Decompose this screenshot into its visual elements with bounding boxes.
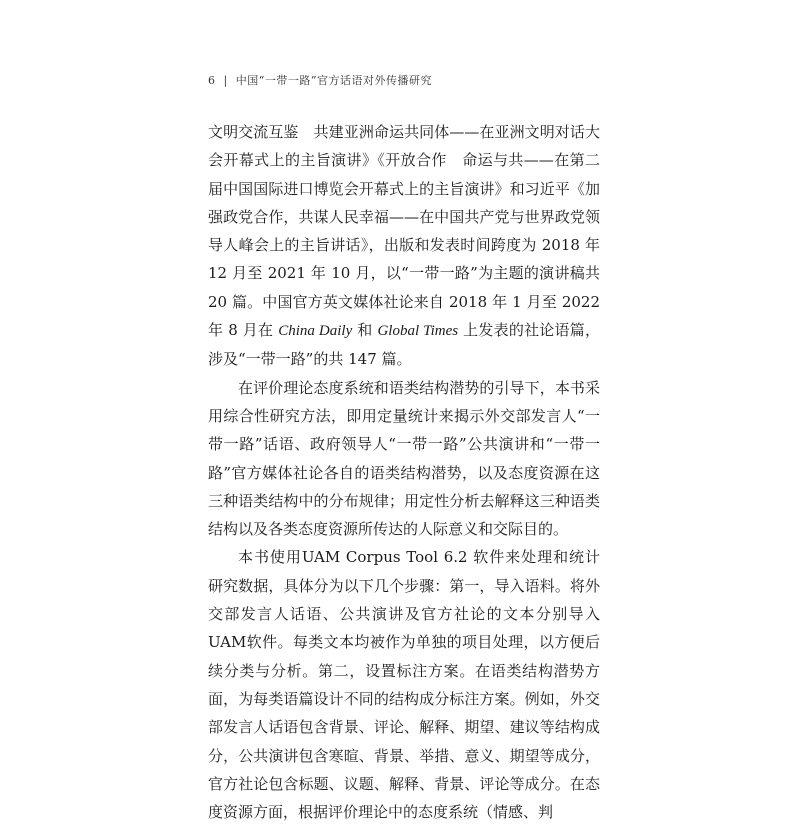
paragraph-3: 本书使用UAM Corpus Tool 6.2 软件来处理和统计研究数据，具体分为以下几个步骤：第一，导入语料。将外交部发言人话语、公共演讲及官方社论的文本分别导入UAM软件。每类文本均被作为单独的项目处理，以方便后续分类与分析。第二，设置标注方案。在语类结构潜势方面，为每类语篇设计不同的结构成分标注方案。例如，外交部发言人话语包含背景、评论、解释、期望、建议等结构成分，公共演讲包含寒暄、背景、举措、意义、期望等成分，官方社论包含标题、议题、解释、背景、评论等成分。在态度资源方面，根据评价理论中的态度系统（情感、判 [208,548,600,822]
publication-name: Global Times [377,323,459,340]
book-title: 中国“一带一路”官方话语对外传播研究 [235,74,432,87]
paragraph-2: 在评价理论态度系统和语类结构潜势的引导下，本书采用综合性研究方法，即用定量统计来揭示外交部发言人“一带一路”话语、政府领导人“一带一路”公共演讲和“一带一路”官方媒体社论各自的语类结构潜势，以及态度资源在这三种语类结构中的分布规律；用定性分析去解释这三种语类结构以及各类态度资源所传达的人际意义和交际目的。 [208,378,600,539]
running-head-separator: | [223,74,228,87]
page-number: 6 [208,74,216,87]
running-head [208,72,432,88]
body-text [208,118,600,826]
paragraph-1: 文明交流互鉴 共建亚洲命运共同体——在亚洲文明对话大会开幕式上的主旨演讲》《开放合作 命运与共——在第二届中国国际进口博览会开幕式上的主旨演讲》和习近平《加强政党合作，共谋人民幸福——在中国共产党与世界政党领导人峰会上的主旨讲话》，出版和发表时间跨度为 2018 年 12 月至 2021 年 10 月，以“一带一路”为主题的演讲稿共 20 篇。中国官方英文媒体社论来自 2018 年 1 月至 2022 年 8 月在 China Daily 和 Global Times 上发表的社论语篇，涉及“一带一路”的共 147 篇。 [208,123,600,369]
publication-name: China Daily [278,323,353,340]
